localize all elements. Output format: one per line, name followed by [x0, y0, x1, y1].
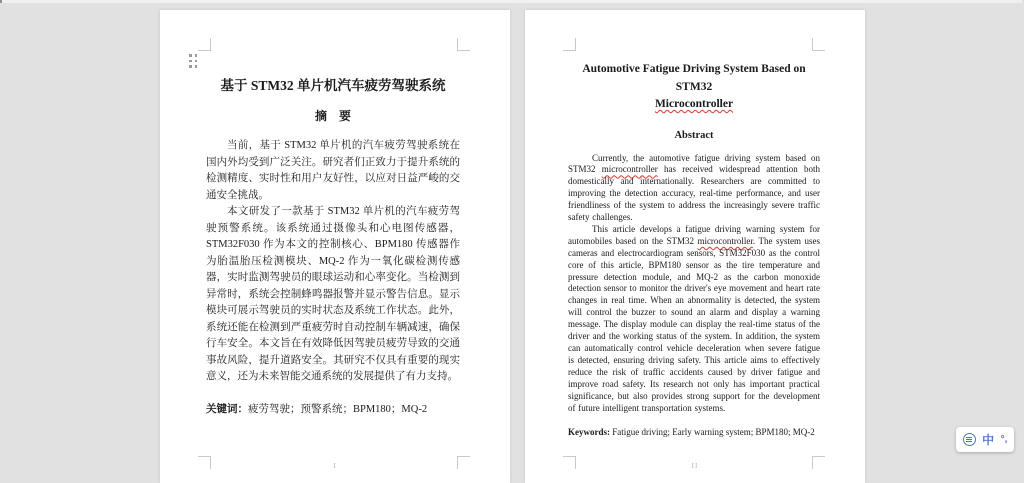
document-page-1[interactable] — [160, 10, 510, 483]
document-page-2[interactable] — [525, 10, 865, 483]
ime-punctuation-icon[interactable]: °, — [1000, 433, 1008, 445]
abstract-heading-zh: 摘 要 — [314, 109, 351, 123]
keywords-label: 关键词： — [206, 403, 248, 415]
keywords-label: Keywords: — [568, 427, 610, 438]
paragraph: Currently, the automotive fatigue driving system based on STM32 microcontroller has received widespread attention both domestically and internationally. Researchers are committed to improving the detection accuracy, real-time performance, and user friendliness of the system to address the increasingly severe traffic safety challenges. — [568, 152, 820, 223]
keywords-value: 疲劳驾驶；预警系统；BPM180；MQ-2 — [248, 403, 428, 415]
window-corner-notch — [0, 0, 2, 3]
page-title-zh: 基于 STM32 单片机汽车疲劳驾驶系统 — [220, 78, 446, 93]
title-line-2: Microcontroller — [654, 98, 734, 110]
abstract-body-zh — [206, 138, 460, 386]
toolbar-bottom-edge — [2, 0, 1022, 3]
page-number: II — [691, 462, 699, 470]
ime-toolbar[interactable] — [956, 427, 1014, 452]
page-number: I — [333, 462, 337, 470]
keywords-line-zh — [206, 402, 460, 419]
ime-language-mode-icon[interactable]: 中 — [982, 432, 995, 447]
ime-logo-icon[interactable] — [963, 433, 976, 446]
drag-handle-icon[interactable] — [189, 54, 197, 68]
abstract-heading-en: Abstract — [674, 129, 714, 141]
keywords-value: Fatigue driving; Early warning system; BPM180; MQ-2 — [610, 427, 815, 438]
abstract-body-en — [568, 153, 820, 415]
paragraph: This article develops a fatigue driving warning system for automobiles based on the STM32 microcontroller. The system uses cameras and electrocardiogram sensors, STM32F030 as the control core of this article, BPM180 sensor as the tire temperature and pressure detection module, and MQ-2 as the carbon monoxide detection sensor to monitor the driver's eye movement and heart rate changes in real time. When an abnormality is detected, the system will control the buzzer to sound an alarm and display a warning message. The display module can display the real-time status of the driver and the working status of the system. In addition, the system can automatically control vehicle deceleration when severe fatigue is detected, ensuring driving safety. This article aims to effectively reduce the risk of traffic accidents caused by driver fatigue and improve road safety. Its research not only has important practical significance, but also provides strong support for the development of future intelligent transportation systems. — [568, 223, 820, 413]
title-line-1: Automotive Fatigue Driving System Based on STM32 — [582, 63, 806, 93]
page-title-en — [568, 61, 820, 114]
paragraph: 本文研发了一款基于 STM32 单片机的汽车疲劳驾驶预警系统。该系统通过摄像头和心电图传感器，STM32F030 作为本文的控制核心、BPM180 传感器作为胎温胎压检测模块、MQ-2 作为一氧化碳检测传感器，实时监测驾驶员的眼球运动和心率变化。当检测到异常时，系统会控制蜂鸣器报警并显示警告信息。显示模块可展示驾驶员的实时状态及系统工作状态。此外，系统还能在检测到严重疲劳时自动控制车辆减速，确保行车安全。本文旨在有效降低因驾驶员疲劳导致的交通事故风险，提升道路安全。其研究不仅具有重要的现实意义，还为未来智能交通系统的发展提供了有力支持。 — [206, 206, 460, 382]
keywords-line-en — [568, 426, 820, 438]
paragraph: 当前，基于 STM32 单片机的汽车疲劳驾驶系统在国内外均受到广泛关注。研究者们正致力于提升系统的检测精度、实时性和用户友好性，以应对日益严峻的交通安全挑战。 — [206, 140, 460, 201]
